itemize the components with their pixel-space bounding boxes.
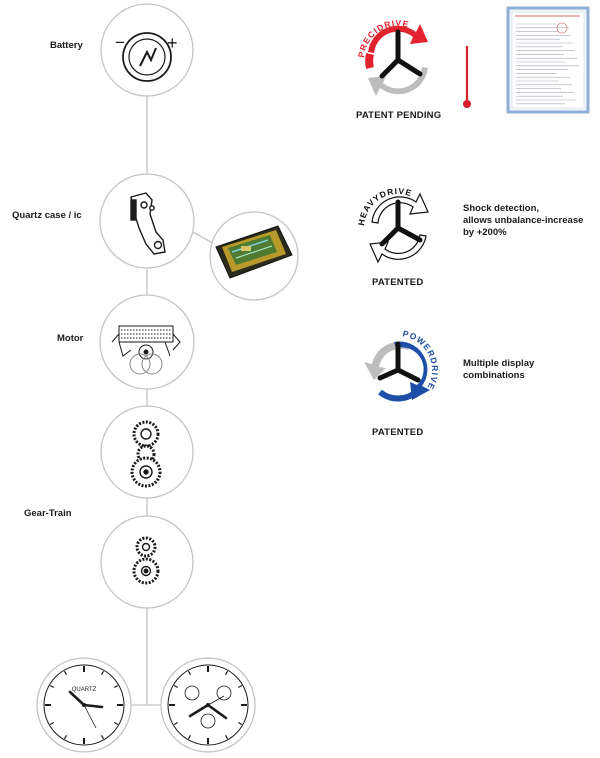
battery-label: Battery	[50, 40, 83, 51]
thermometer-icon	[463, 46, 471, 108]
heavydrive-desc-line: allows unbalance-increase	[463, 215, 584, 226]
battery-plus-icon: +	[167, 33, 178, 53]
heavydrive-ring-text: HEAVYDRIVE	[355, 185, 414, 227]
certificate-document	[508, 8, 588, 112]
powerdrive-desc-line: combinations	[463, 370, 525, 381]
chrono-dial	[168, 665, 248, 745]
heavydrive-caption: PATENTED	[372, 277, 424, 288]
gear-train-label: Gear-Train	[24, 508, 72, 519]
powerdrive-ring-text: POWERDRIVE	[401, 328, 441, 392]
dial-quartz-text: QUARTZ	[71, 687, 97, 693]
precidrive-ring-text: PRECIDRIVE	[356, 17, 411, 59]
quartz-dial	[44, 665, 124, 745]
heavydrive-description	[463, 203, 583, 239]
powerdrive-desc-line: Multiple display	[463, 358, 535, 369]
heavydrive-logo-icon	[350, 180, 446, 276]
powerdrive-description	[463, 358, 534, 382]
heavydrive-desc-line: by +200%	[463, 227, 507, 238]
precidrive-caption: PATENT PENDING	[356, 110, 442, 121]
heavydrive-desc-line: Shock detection,	[463, 203, 540, 214]
powerdrive-logo-icon	[350, 322, 446, 418]
powerdrive-caption: PATENTED	[372, 427, 424, 438]
svg-text:PRECIDRIVE	[356, 18, 410, 58]
battery-minus-icon: −	[115, 33, 125, 52]
quartz-case-label: Quartz case / ic	[12, 210, 82, 221]
precidrive-logo-icon	[350, 12, 446, 108]
motor-label: Motor	[57, 333, 84, 344]
